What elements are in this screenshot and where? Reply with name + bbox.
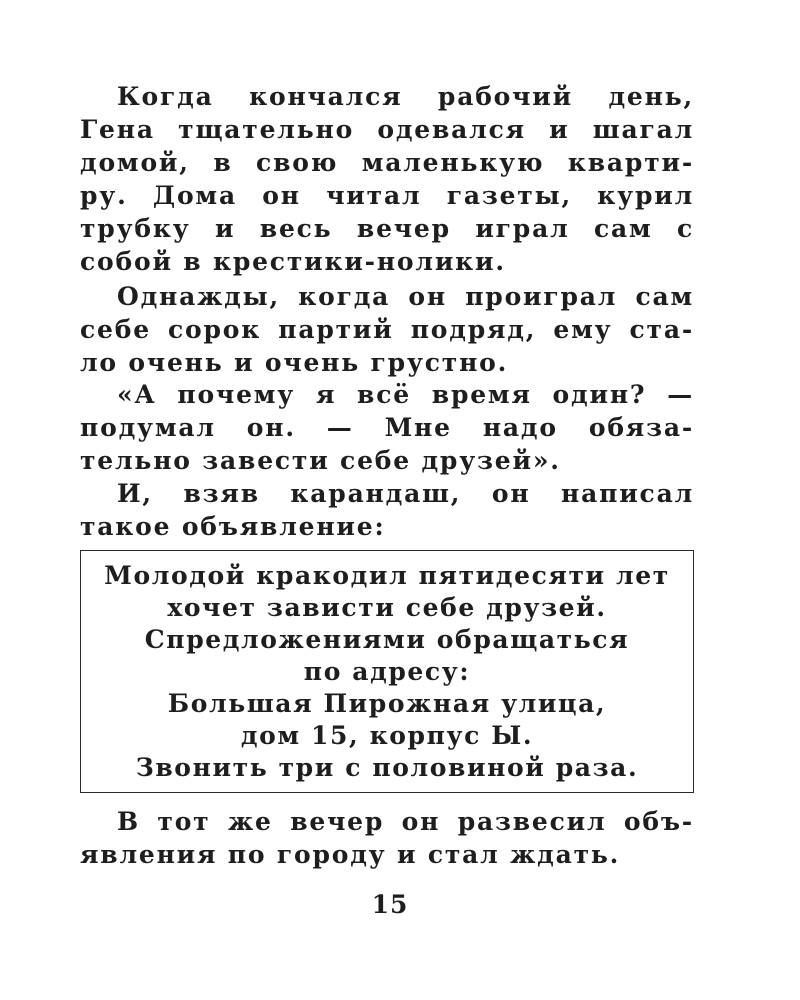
text-line: Когда кончался рабочий день, [117, 82, 694, 111]
text-line: И, взяв карандаш, он написал [117, 479, 694, 508]
text-line: домой, в свою маленькую кварти- [80, 148, 694, 177]
notice-line: Большая Пирожная улица, [167, 689, 607, 718]
text-line: явления по городу и стал ждать. [80, 840, 621, 869]
text-line: трубку и весь вечер играл сам с [80, 214, 694, 243]
text-line: тельно завести себе друзей». [80, 446, 561, 475]
text-line: такое объявление: [80, 512, 386, 541]
notice-line: дом 15, корпус Ы. [240, 721, 534, 750]
notice-box [80, 550, 694, 793]
notice-line: Звонить три с половиной раза. [135, 753, 639, 782]
text-line: ру. Дома он читал газеты, курил [80, 181, 694, 210]
notice-line: хочет зависти себе друзей. [167, 593, 607, 622]
text-line: Однажды, когда он проиграл сам [117, 282, 694, 311]
text-line: подумал он. — Мне надо обяза- [80, 413, 694, 442]
notice-line: Молодой кракодил пятидесяти лет [104, 561, 670, 590]
page-number: 15 [371, 890, 409, 919]
notice-line: по адресу: [303, 657, 471, 686]
text-line: ло очень и очень грустно. [80, 348, 509, 377]
text-line: Гена тщательно одевался и шагал [80, 115, 694, 144]
text-line: собой в крестики-нолики. [80, 247, 506, 276]
notice-line: Спредложениями обращаться [144, 625, 630, 654]
text-line: себе сорок партий подряд, ему ста- [80, 315, 694, 344]
text-line: «А почему я всё время один? — [117, 380, 694, 409]
text-line: В тот же вечер он развесил объ- [117, 807, 694, 836]
